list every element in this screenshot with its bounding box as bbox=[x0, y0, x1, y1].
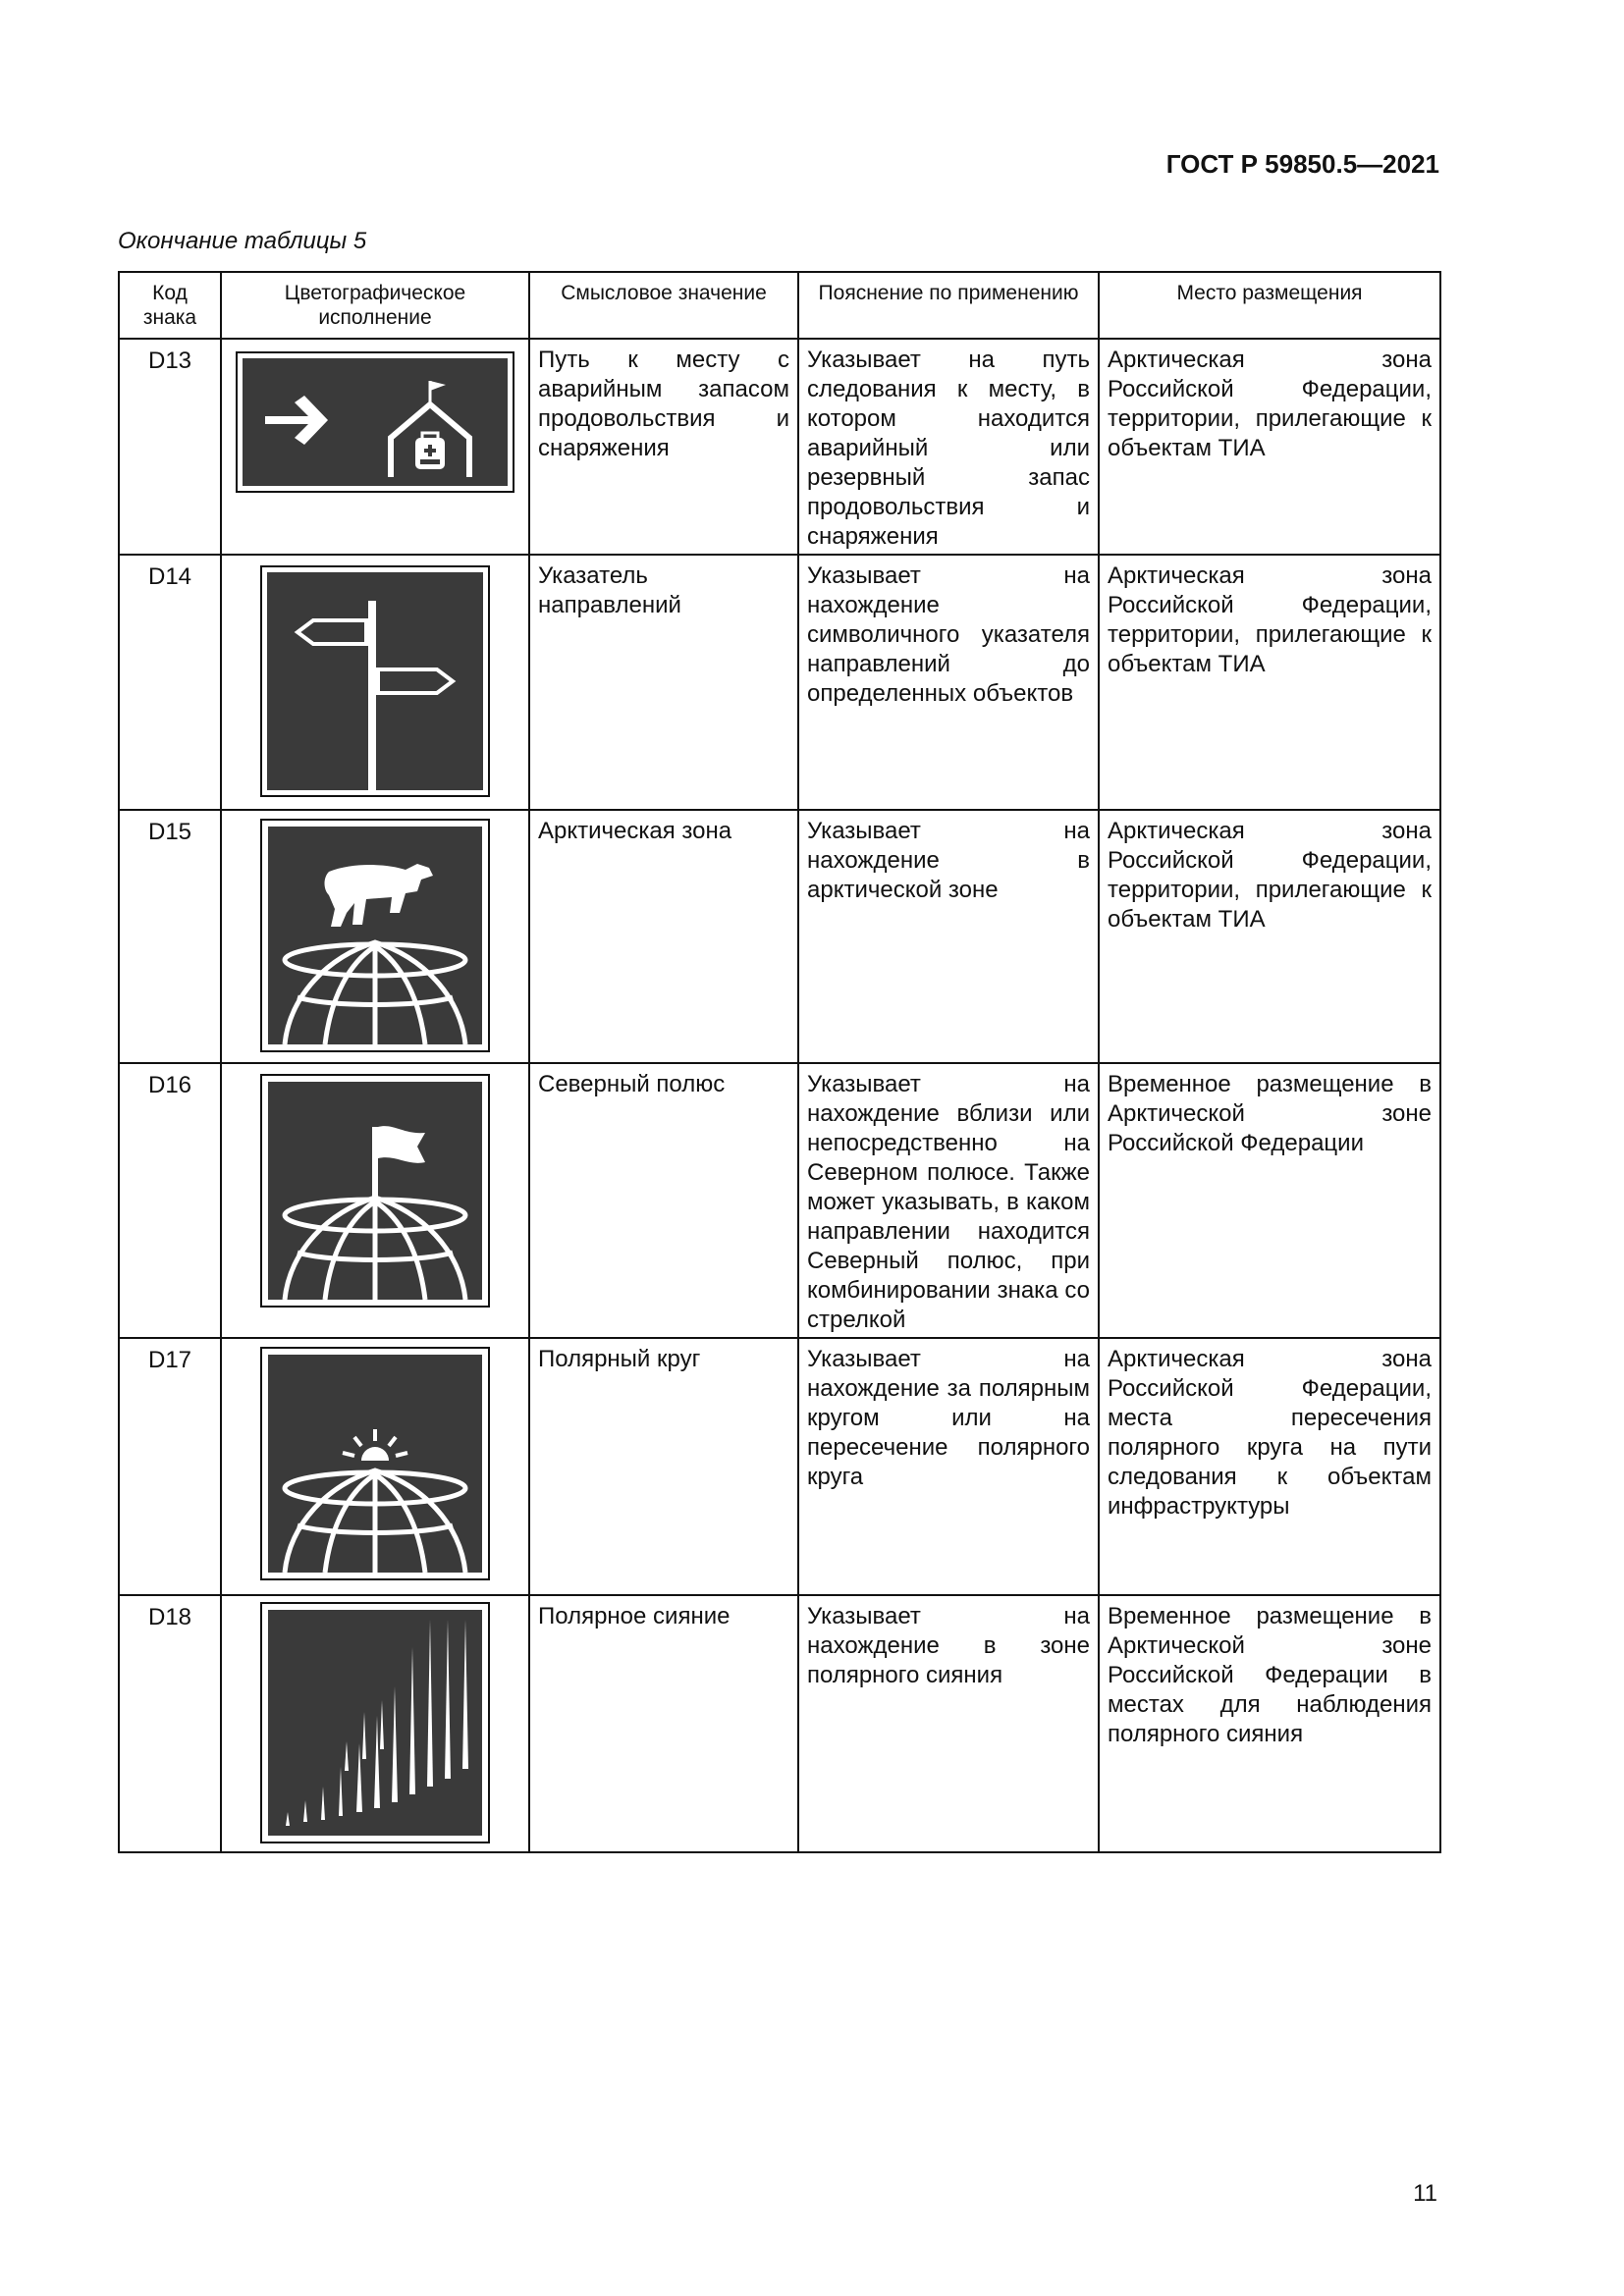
standard-code: ГОСТ Р 59850.5—2021 bbox=[1165, 149, 1439, 179]
table-row bbox=[119, 1595, 1440, 1852]
sign-cell bbox=[221, 1595, 529, 1852]
row-explanation: Указывает на нахождение в зоне полярного сияния bbox=[798, 1595, 1099, 1852]
aurora-rays-icon bbox=[260, 1602, 490, 1843]
flag-globe-north-pole-icon bbox=[260, 1074, 490, 1308]
row-meaning: Арктическая зона bbox=[529, 810, 798, 1063]
sign-cell bbox=[221, 810, 529, 1063]
arrow-to-emergency-supply-house-icon bbox=[236, 351, 514, 493]
row-meaning: Полярный круг bbox=[529, 1338, 798, 1595]
table-row bbox=[119, 810, 1440, 1063]
table-caption: Окончание таблицы 5 bbox=[118, 228, 367, 254]
table-row bbox=[119, 339, 1440, 555]
row-location: Арктическая зона Российской Федерации, места пересечения полярного круга на пути следования к объектам инфраструктуры bbox=[1099, 1338, 1440, 1595]
row-explanation: Указывает на путь следования к месту, в котором находится аварийный или резервный запас продовольствия и снаряжения bbox=[798, 339, 1099, 555]
col-header-location: Место размещения bbox=[1099, 272, 1440, 339]
row-code: D14 bbox=[119, 555, 221, 810]
row-code: D15 bbox=[119, 810, 221, 1063]
polar-bear-globe-icon bbox=[260, 819, 490, 1052]
col-header-meaning: Смысловое значение bbox=[529, 272, 798, 339]
table-row bbox=[119, 555, 1440, 810]
col-header-code: Код знака bbox=[119, 272, 221, 339]
row-explanation: Указывает на нахождение вблизи или непосредственно на Северном полюсе. Также может указывать, в каком направлении находится Северный полюс, при комбинировании знака со стрелкой bbox=[798, 1063, 1099, 1338]
table-row bbox=[119, 1063, 1440, 1338]
row-code: D16 bbox=[119, 1063, 221, 1338]
row-location: Арктическая зона Российской Федерации, территории, прилегающие к объектам ТИА bbox=[1099, 555, 1440, 810]
row-code: D17 bbox=[119, 1338, 221, 1595]
sign-cell bbox=[221, 1338, 529, 1595]
table-row bbox=[119, 1338, 1440, 1595]
row-explanation: Указывает на нахождение в арктической зоне bbox=[798, 810, 1099, 1063]
col-header-graphic: Цветографическое исполнение bbox=[221, 272, 529, 339]
row-meaning: Полярное сияние bbox=[529, 1595, 798, 1852]
row-location: Арктическая зона Российской Федерации, территории, прилегающие к объектам ТИА bbox=[1099, 810, 1440, 1063]
page-number: 11 bbox=[1413, 2180, 1437, 2207]
signs-table bbox=[118, 271, 1441, 1853]
sign-cell bbox=[221, 339, 529, 555]
row-location: Временное размещение в Арктической зоне Российской Федерации в местах для наблюдения полярного сияния bbox=[1099, 1595, 1440, 1852]
row-meaning: Северный полюс bbox=[529, 1063, 798, 1338]
row-meaning: Указатель направлений bbox=[529, 555, 798, 810]
row-explanation: Указывает на нахождение символичного указателя направлений до определенных объектов bbox=[798, 555, 1099, 810]
sign-cell bbox=[221, 555, 529, 810]
row-code: D18 bbox=[119, 1595, 221, 1852]
row-code: D13 bbox=[119, 339, 221, 555]
row-location: Временное размещение в Арктической зоне Российской Федерации bbox=[1099, 1063, 1440, 1338]
row-explanation: Указывает на нахождение за полярным кругом или на пересечение полярного круга bbox=[798, 1338, 1099, 1595]
sun-globe-polar-circle-icon bbox=[260, 1347, 490, 1580]
row-location: Арктическая зона Российской Федерации, территории, прилегающие к объектам ТИА bbox=[1099, 339, 1440, 555]
signpost-directions-icon bbox=[260, 565, 490, 797]
sign-cell bbox=[221, 1063, 529, 1338]
table-header-row bbox=[119, 272, 1440, 339]
col-header-explanation: Пояснение по применению bbox=[798, 272, 1099, 339]
row-meaning: Путь к месту с аварийным запасом продовольствия и снаряжения bbox=[529, 339, 798, 555]
